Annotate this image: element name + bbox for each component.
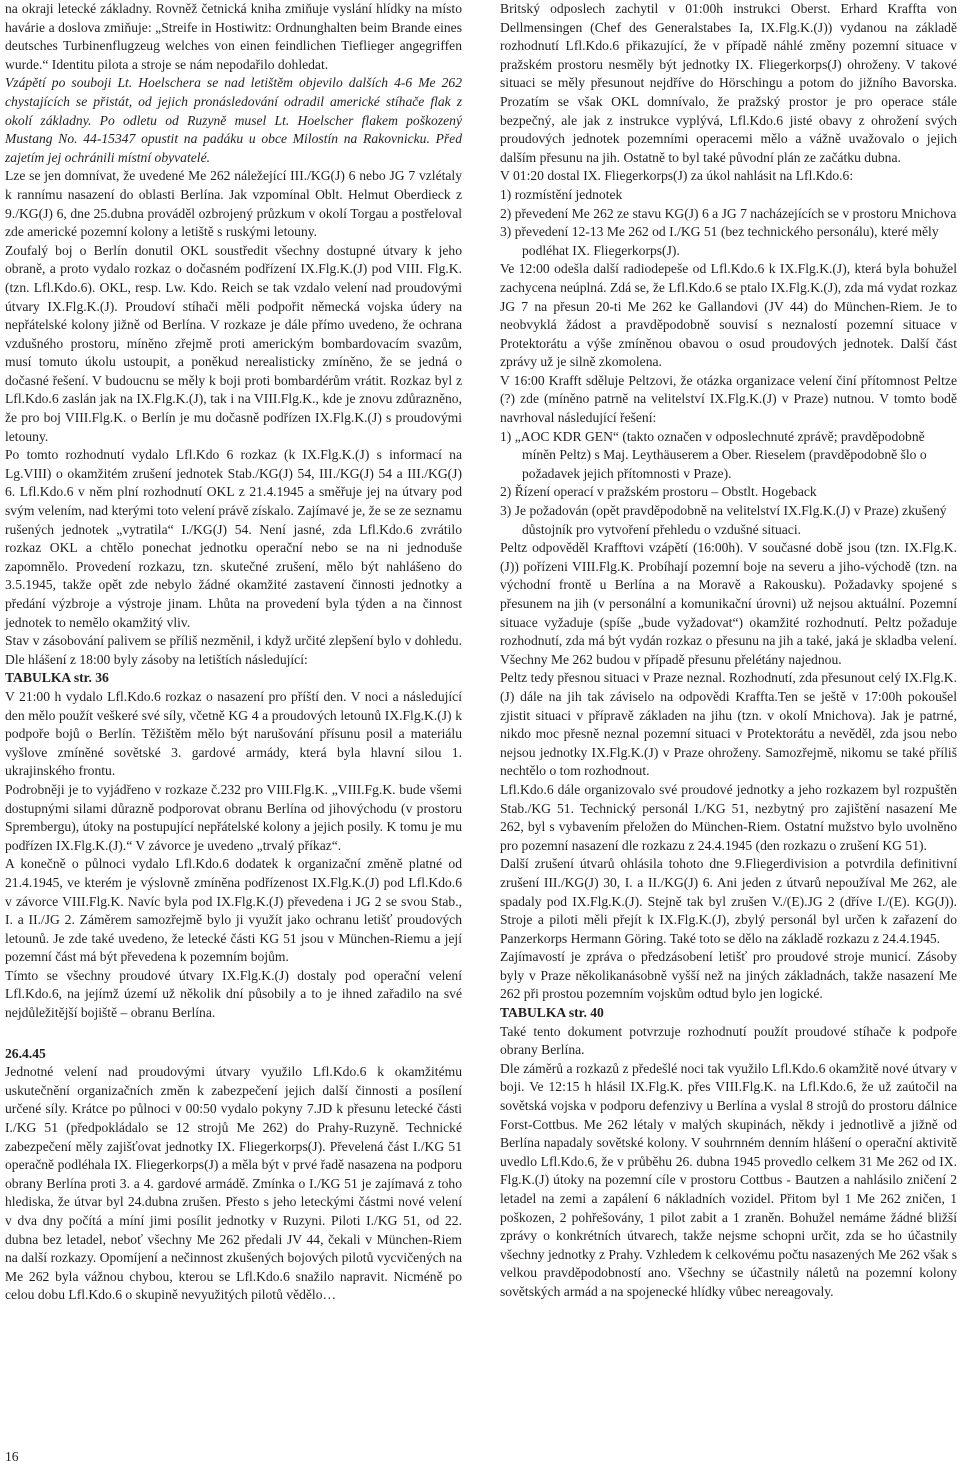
paragraph: V 21:00 h vydalo Lfl.Kdo.6 rozkaz o nasazení pro příští den. V noci a následující den mělo použít veškeré své síly, včetně KG 4 a proudových letounů IX.Flg.K.(J) k podpoře bojů o Berlín. Těžištěm mělo být narušování přísunu posil a materiálu vyšlove zmíněné sovětské 3. gardové armády, která byla hlavní silou 1. ukrajinského frontu. bbox=[5, 688, 462, 779]
paragraph: Peltz tedy přesnou situaci v Praze neznal. Rozhodnutí, zda přesunout celý IX.Flg.K.(J) dále na jih tak záviselo na odpovědi Kraffta.Ten se ještě v 17:00h pokoušel zjistit situaci v přípravě základen na jihu (tzn. v okolí Mnichova). Jak je patrné, nikdo moc přesně neznal pozemní situaci v Protektorátu a nevěděl, zda jsou nebo nejsou jednotky IX.Flg.K.(J) v Praze ohroženy. Samozřejmě, nikomu se také příliš nechtělo o tom rozhodnout. bbox=[500, 670, 957, 779]
list-item: 2) Řízení operací v pražském prostoru – Obstlt. Hogeback bbox=[500, 484, 817, 500]
paragraph: Lze se jen domnívat, že uvedené Me 262 náležející III./KG(J) 6 nebo JG 7 vzlétaly k rannímu nasazení do oblasti Berlína. Jak vzpomínal Oblt. Helmut Oberdieck z 9./KG(J) 6, dne 25.dubna prováděl ozbrojený průzkum v okolí Torgau a postřeloval zde americké pozemní kolony a letiště s ruskými letouny. bbox=[5, 168, 462, 240]
paragraph: Stav v zásobování palivem se příliš nezměnil, i když určité zlepšení bylo v dohledu. Dle hlášení z 18:00 byly zásoby na letištích následující: bbox=[5, 633, 462, 667]
paragraph-spacer bbox=[5, 1023, 462, 1045]
paragraph: Ve 12:00 odešla další radiodepeše od Lfl.Kdo.6 k IX.Flg.K.(J), která byla bohužel zachycena neúplná. Zdá se, že Lfl.Kdo.6 se ptalo IX.Flg.K.(J), zda má vydat rozkaz JG 7 na přesun 20-ti Me 262 ke Gallandovi (JV 44) do München-Riem. Je to neobvyklá žádost a pravděpodobně souvisí s neznalostí pozemní situace v Protektorátu a výše zmíněnou obavou o osud proudových jednotek. Další část zprávy už je silně zkomolena. bbox=[500, 261, 957, 370]
paragraph: A konečně o půlnoci vydalo Lfl.Kdo.6 dodatek k organizační změně platné od 21.4.1945, ve kterém je výslovně zmíněna podřízenost IX.Flg.K.(J) pod Lfl.Kdo.6 v závorce VIII.Flg.K. Navíc byla pod IX.Flg.K.(J) převedena i JG 2 se svou Stab., I. a II./JG 2. Záměrem samozřejmě bylo ji využít jako ochranu letišť proudových letounů. Je zde také uvedeno, že letecké části KG 51 jsou v München-Riemu a její pozemní část má být převedena k pozemním bojům. bbox=[5, 856, 462, 965]
list-item: 3) Je požadován (opět pravděpodobně na velitelství IX.Flg.K.(J) v Praze) zkušený důstojník pro vytvoření přehledu o vzdušné situaci. bbox=[500, 503, 947, 537]
left-column bbox=[5, 0, 462, 1305]
paragraph: Lfl.Kdo.6 dále organizovalo své proudové jednotky a jeho rozkazem byl rozpuštěn Stab./KG 51. Technický personál I./KG 51, nezbytný pro zajištění nasazení Me 262, byl s vybavením přeložen do München-Riem. Ostatní mužstvo bylo uvolněno pro pozemní nasazení dle rozkazu z 24.4.1945 (den rozkazu o zrušení KG 51). bbox=[500, 781, 957, 853]
page-number: 16 bbox=[5, 1449, 19, 1464]
paragraph: V 16:00 Krafft sděluje Peltzovi, že otázka organizace velení činí přítomnost Peltze (?) zde (míněno patrně na velitelství IX.Flg.K.(J) v Praze) nutnou. V tomto bodě navrhoval následující řešení: bbox=[500, 372, 957, 426]
paragraph: Podrobněji je to vyjádřeno v rozkaze č.232 pro VIII.Flg.K. „VIII.Fg.K. bude všemi dostupnými silami důrazně podporovat obranu Berlína od jihovýchodu (v prostoru Sprembergu), útoky na postupující nepřátelské kolony a jejich posily. K tomu je mu podřízen IX.Flg.K.(J).“ V závorce je uvedeno „trvalý příkaz“. bbox=[5, 781, 462, 853]
paragraph: Další zrušení útvarů ohlásila tohoto dne 9.Fliegerdivision a potvrdila definitivní zrušení III./KG(J) 30, I. a II./KG(J) 6. Ani jeden z útvarů nepoužíval Me 262, ale spadaly pod IX.Flg.K.(J). Stejně tak byl zrušen V./(E).JG 2 (dříve I./(E). KG(J)). Stroje a piloti měli přejít k IX.Flg.K.(J), zbylý personál byl určen k zařazení do Panzerkorps Hermann Göring. Také toto se dělo na základě rozkazu z 24.4.1945. bbox=[500, 856, 957, 946]
section-heading: TABULKA str. 36 bbox=[5, 670, 109, 686]
paragraph: V 01:20 dostal IX. Fliegerkorps(J) za úkol nahlásit na Lfl.Kdo.6: bbox=[500, 168, 854, 184]
list-item: 1) rozmístění jednotek bbox=[500, 186, 623, 202]
right-column bbox=[500, 0, 957, 1302]
paragraph: na okraji letecké základny. Rovněž četnická kniha zmiňuje vyslání hlídky na místo havárie a doslova zmiňuje: „Streife in Hostiwitz: Ordnunghalten beim Brande eines deutsches Turbinenflugzeug welches von einen feindlichen Tieflieger angegriffen wurde.“ Identitu pilota a stroje se nám nepodařilo dohledat. bbox=[5, 1, 462, 72]
list-item: 2) převedení Me 262 ze stavu KG(J) 6 a JG 7 nacházejících se v prostoru Mnichova bbox=[500, 205, 957, 221]
paragraph: Zoufalý boj o Berlín donutil OKL soustředit všechny dostupné útvary k jeho obraně, a proto vydalo rozkaz o dočasném podřízení IX.Flg.K.(J) pod VIII. Flg.K. (tzn. Lfl.Kdo.6). OKL, resp. Lw. Kdo. Reich se tak vzdalo velení nad proudovými útvary IX.Flg.K.(J). Proudoví stíhači měli podpořit německá vojska údery na nepřátelské kolony jižně od Berlína. V rozkaze je dále přímo uvedeno, že ochrana vzdušného prostoru, míněno zřejmě proti americkým bombardovacím svazům, musí tomuto úkolu ustoupit, a poněkud nerealisticky zmíněno, že se jedná o dočasné řešení. V budoucnu se měly k boji proti bombardérům vrátit. Rozkaz byl z Lfl.Kdo.6 zaslán jak na IX.Flg.K.(J), tak i na VIII.Flg.K., kde je znovu zdůrazněno, že pro boj VIII.Flg.K. o Berlín je mu dočasně podřízen IX.Flg.K.(J) s proudovými letouny. bbox=[5, 242, 462, 444]
section-heading: TABULKA str. 40 bbox=[500, 1005, 604, 1021]
paragraph: Vzápětí po souboji Lt. Hoelschera se nad letištěm objevilo dalších 4-6 Me 262 chystajících se přistát, od jejich pronásledování odradil americké stíhače flak z okolí základny. Po odletu od Ruzyně musel Lt. Hoelscher flakem poškozený Mustang No. 44-15347 opustit na padáku u obce Milostín na Rakovnicku. Před zajetím jej ochránili místní obyvatelé. bbox=[5, 75, 462, 165]
paragraph: Tímto se všechny proudové útvary IX.Flg.K.(J) dostaly pod operační velení Lfl.Kdo.6, na jejímž území už několik dní působily a to je ihned zařadilo na své nejdůležitější bojiště – obranu Berlína. bbox=[5, 967, 462, 1021]
paragraph: Britský odposlech zachytil v 01:00h instrukci Oberst. Erhard Kraffta von Dellmensingen (Chef des Generalstabes Ia, IX.Flg.K.(J)) vydanou na základě rozhodnutí Lfl.Kdo.6 přikazující, že v případě náhlé změny pozemní situace v pražském prostoru nesměly být jednotky IX. Fliegerkorps(J) ohroženy. V takové situaci se měly přesunout nejdříve do Hörschingu a potom do jižního Bavorska. Prozatím se však OKL domnívalo, že pražský prostor je pro operace stále bezpečný, ale jak z instrukce vyplývá, Lfl.Kdo.6 jisté obavy z ohrožení svých proudových jednotek pozemními operacemi mělo a vážně uvažovalo o jejich dalším přesunu na jih. Ostatně to byl také původní plán ze začátku dubna. bbox=[500, 1, 957, 165]
list-item: 1) „AOC KDR GEN“ (takto označen v odposlechnuté zprávě; pravděpodobně míněn Peltz) s Maj. Leythäuserem a Ober. Rieselem (pravděpodobně šlo o požadavek jejich přítomnosti v Praze). bbox=[500, 428, 927, 481]
paragraph: Také tento dokument potvrzuje rozhodnutí použít proudové stíhače k podpoře obrany Berlína. bbox=[500, 1023, 957, 1058]
paragraph: Jednotné velení nad proudovými útvary využilo Lfl.Kdo.6 k okamžitému uskutečnění organizačních změn k zabezpečení jejich další činnosti a posílení určené síly. Krátce po půlnoci v 00:50 vydalo pokyny 7.JD k přesunu letecké části I./KG 51 (předpokládalo se 12 strojů Me 262) do Prahy-Ruzyně. Technické zabezpečení měly zajišťovat jednotky IX. Fliegerkorps(J). Převelená část I./KG 51 operačně podléhala IX. Fliegerkorps(J) a měla být v prvé řadě nasazena na podporu obrany Berlína proti 3. a 4. gardové armádě. Zmínka o I./KG 51 je zajímavá z toho hlediska, že útvar byl 24.dubna zrušen. Přesto s jeho leteckými částmi nové velení v dva dny počítá a míní jimi posílit jednotky v Ruzyni. Piloti I./KG 51, od 22. dubna bez letadel, neboť všechny Me 262 předali JV 44, čekali v München-Riem na další rozkazy. Opomíjení a nečinnost zkušených bojových pilotů vycvičených na Me 262 byla vážnou chybou, kterou se Lfl.Kdo.6 snažilo napravit. Nicméně po celou dobu Lfl.Kdo.6 o skupině nevyužitých pilotů vědělo… bbox=[5, 1064, 462, 1303]
paragraph: Dle záměrů a rozkazů z předešlé noci tak využilo Lfl.Kdo.6 okamžitě nové útvary v boji. Ve 12:15 h hlásil IX.Flg.K. přes VIII.Flg.K. na Lfl.Kdo.6, že už zaútočil na sovětská vojska v podporu defenzivy u Berlína a vyslal 8 strojů do prostoru dálnice Forst-Cottbus. Me 262 létaly v malých skupinách, někdy i jednotlivě a jižně od Berlína napadaly sovětské kolony. V souhrnném denním hlášení o operační aktivitě uvedlo Lfl.Kdo.6, že v průběhu 26. dubna 1945 provedlo celkem 31 Me 262 od IX. Flg.K.(J) útoky na pozemní cíle v prostoru Cottbus - Bautzen a nahlásilo zničení 2 letadel na zemi a zapálení 6 nákladních vozidel. Přitom byl 1 Me 262 zničen, 1 poškozen, 2 pohřešovány, 1 pilot zabit a 1 zraněn. Bohužel nemáme žádné bližší zprávy o konkrétních útvarech, takže nejsme schopni určit, zda se ho účastnily všechny jednotky z Prahy. Vzhledem k celkovému počtu nasazených Me 262 však s velkou pravděpodobností ano. Všechny se účastnily náletů na pozemní kolony sovětských armád a na spojenecké hlídky vůbec nereagovaly. bbox=[500, 1060, 957, 1299]
paragraph: Po tomto rozhodnutí vydalo Lfl.Kdo 6 rozkaz (k IX.Flg.K.(J) s informací na Lg.VIII) o okamžitém zrušení jednotek Stab./KG(J) 54, III./KG(J) 54 a III./KG(J) 6. Lfl.Kdo.6 v něm plní rozhodnutí OKL z 21.4.1945 a směřuje jej na útvary pod svým velením, nad kterými toto velení právě získalo. Zajímavé je, že se ze seznamu rušených jednotek „vytratila“ I./KG(J) 54. Není jasné, zda Lfl.Kdo.6 zvrátilo rozkaz OKL a chtělo ponechat jednotku operační nebo se na ni jednoduše zapomnělo. Provedení rozkazu, tzn. skutečné zrušení, mělo být nahlášeno do 3.5.1945, takže opět zde nebylo žádné okamžité zastavení činnosti jednotky a předání výzbroje a výstroje jinam. Lhůta na provedení byla týden a na činnost jednotek to nemělo okamžitý vliv. bbox=[5, 447, 462, 630]
section-heading: 26.4.45 bbox=[5, 1045, 46, 1061]
paragraph: Peltz odpověděl Krafftovi vzápětí (16:00h). V současné době jsou (tzn. IX.Flg.K.(J)) pořízeni VIII.Flg.K. Probíhají pozemní boje na severu a jiho-východě (tzn. na východní frontě u Berlína a na Moravě a Rakousku). Požadavky spojené s přesunem na jih (v personální a komunikační úrovni) už nejsou aktuální. Pozemní situace vyžaduje (spíše „bude vyžadovat“) okamžité rozhodnutí. Peltz požaduje rozhodnutí, zda má být vydán rozkaz o přesunu na jih a také, jaká je skladba velení. Všechny Me 262 budou v případě přesunu přelétány najednou. bbox=[500, 540, 957, 667]
paragraph: Zajímavostí je zpráva o předzásobení letišť pro proudové stroje municí. Zásoby byly v Praze několikanásobně vyšší než na jiných základnách, takže nasazení Me 262 při prostou pozemním vojskům odtud bylo jen logické. bbox=[500, 949, 957, 1002]
list-item: 3) převedení 12-13 Me 262 od I./KG 51 (bez technického personálu), které měly podléhat IX. Fliegerkorps(J). bbox=[500, 224, 939, 258]
